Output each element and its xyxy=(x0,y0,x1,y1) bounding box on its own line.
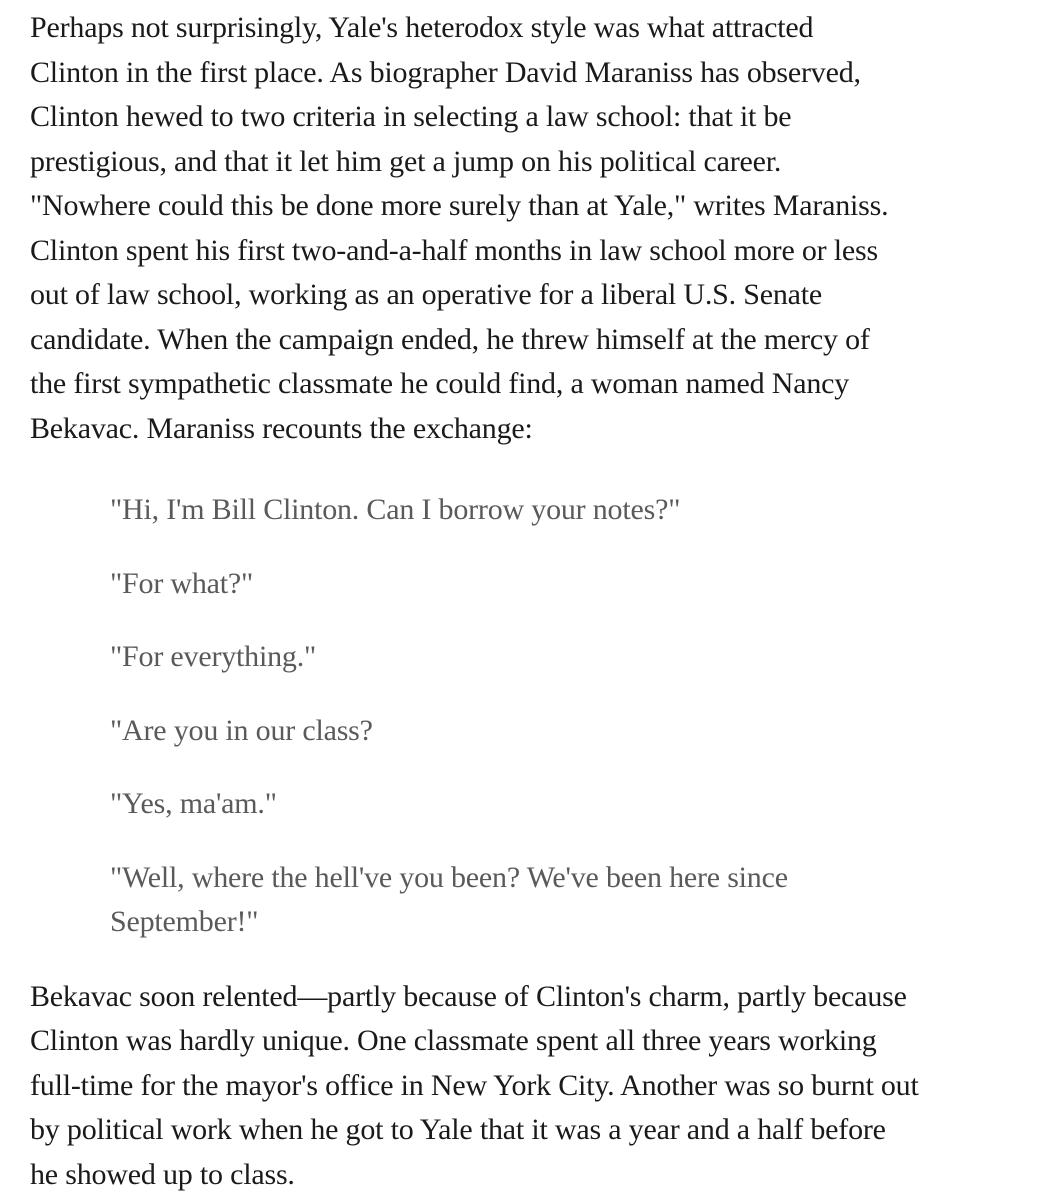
quote-line-part: September!" xyxy=(110,905,259,938)
article-body xyxy=(30,6,1015,1197)
quote-line: "Hi, I'm Bill Clinton. Can I borrow your notes?" xyxy=(110,493,681,526)
paragraph-intro xyxy=(30,6,1015,451)
quote-line-part: "Well, where the hell've you been? We've been here since xyxy=(110,860,788,894)
paragraph-line: by political work when he got to Yale that it was a year and a half before xyxy=(30,1113,886,1146)
blockquote xyxy=(110,488,1015,945)
quote-line: "Yes, ma'am." xyxy=(110,787,277,820)
paragraph-line: Clinton in the first place. As biographer David Maraniss has observed, xyxy=(30,55,861,89)
paragraph-line: Bekavac. Maraniss recounts the exchange: xyxy=(30,411,533,445)
paragraph-line: the first sympathetic classmate he could find, a woman named Nancy xyxy=(30,367,850,400)
paragraph-line: Clinton hewed to two criteria in selecting a law school: that it be xyxy=(30,100,792,133)
quote-line: "For everything." xyxy=(110,640,317,673)
paragraph-line: Perhaps not surprisingly, Yale's heterodox style was what attracted xyxy=(30,11,814,44)
paragraph-line: out of law school, working as an operative for a liberal U.S. Senate xyxy=(30,278,823,311)
quote-line: "Are you in our class? xyxy=(110,713,373,747)
quote-line xyxy=(110,856,1015,945)
paragraph-line: he showed up to class. xyxy=(30,1157,295,1191)
paragraph-line: Clinton was hardly unique. One classmate spent all three years working xyxy=(30,1024,877,1057)
paragraph-line: Clinton spent his first two-and-a-half months in law school more or less xyxy=(30,233,878,267)
paragraph-line: candidate. When the campaign ended, he threw himself at the mercy of xyxy=(30,322,870,356)
quote-line: "For what?" xyxy=(110,566,254,600)
paragraph-line: "Nowhere could this be done more surely than at Yale," writes Maraniss. xyxy=(30,189,889,222)
paragraph-line: full-time for the mayor's office in New York City. Another was so burnt out xyxy=(30,1068,919,1102)
paragraph-followup xyxy=(30,975,1015,1198)
paragraph-line: prestigious, and that it let him get a jump on his political career. xyxy=(30,144,782,178)
paragraph-line: Bekavac soon relented—partly because of Clinton's charm, partly because xyxy=(30,979,907,1013)
